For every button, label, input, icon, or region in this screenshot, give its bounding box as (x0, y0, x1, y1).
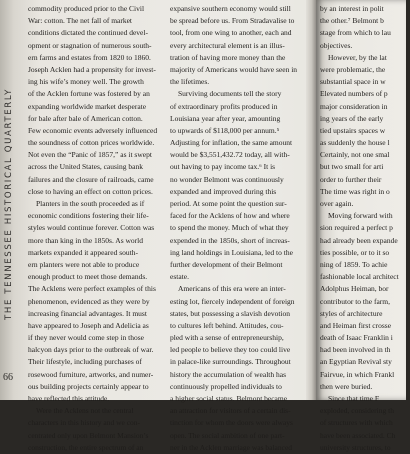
text-line: Joseph Acklen had a propensity for invest- (28, 64, 156, 74)
text-line: Louisiana year after year, amounting (170, 113, 281, 123)
text-line: However, by the lat (328, 52, 387, 62)
text-line: stage from which to lau (320, 28, 391, 38)
text-line: construction, the entire spectrum of an (28, 442, 144, 452)
text-line: period. At some point the question sur- (170, 199, 287, 208)
text-line: have been associated. Ch (320, 430, 396, 440)
text-line: exploded, considering th (320, 406, 394, 416)
text-line: characters in this history and we con- (28, 418, 141, 428)
text-line: of structures with which (320, 418, 393, 428)
text-line: ern farms and estates from 1820 to 1860. (28, 52, 151, 62)
text-line: War: cotton. The net fall of market (28, 16, 133, 26)
text-line: ous building projects certainly appear to (28, 381, 149, 391)
text-line: states, but possessing a slavish devotion (170, 308, 290, 318)
text-line: tinction for whom the doors were always (170, 418, 293, 428)
text-column-left (28, 3, 158, 454)
text-line: pled with a sense of entrepreneurship, (170, 333, 284, 343)
text-line: for bale after bale of American cotton. (28, 113, 143, 123)
text-line: every architectural element is an illus- (170, 40, 285, 50)
text-line: close to having an effect on cotton prices. (28, 186, 153, 196)
text-line: history the accumulation of wealth has (170, 369, 287, 379)
text-line: had been involved in th (320, 345, 391, 355)
text-line: ning of 1859. To achie (320, 259, 388, 269)
text-line: have reflected this attitude. (28, 394, 110, 403)
text-line: halcyon days prior to the outbreak of war. (28, 345, 154, 355)
text-line: commodity produced prior to the Civil (28, 4, 145, 13)
text-line: as suddenly the house l (320, 138, 390, 148)
text-line: conditions dictated the continued devel- (28, 28, 148, 38)
text-line: of extraordinary profits produced in (170, 101, 278, 111)
text-line: fashionable local architect (320, 272, 399, 282)
running-head-text: THE TENNESSEE HISTORICAL QUARTERLY (4, 88, 14, 320)
text-line: had already been expande (320, 235, 398, 245)
text-line: estate. (170, 272, 189, 282)
text-line: Their lifestyle, including purchases of (28, 357, 142, 367)
text-line: ing years of the early (320, 113, 384, 123)
text-line: phenomenon, evidenced as they were by (28, 296, 150, 306)
text-line: Adolphus Heiman, bor (320, 284, 389, 294)
text-line: sion required a perfect p (320, 223, 393, 233)
text-line: over again. (320, 199, 354, 208)
text-line: tration of having more money than the (170, 52, 286, 62)
text-line: have appeared to Joseph and Adelicia as (28, 320, 149, 330)
text-line: opment or stagnation of numerous south- (28, 40, 152, 50)
text-line: the other.⁷ Belmont b (320, 16, 384, 26)
text-line: led people to believe they too could live (170, 345, 291, 355)
text-column-right (320, 3, 410, 454)
text-line: rosewood furniture, artworks, and numer- (28, 369, 154, 379)
text-line: tool, from one wing to another, each and (170, 28, 292, 38)
text-line: ern planters were not able to produce (28, 259, 140, 269)
text-line: styles of architecture (320, 308, 383, 318)
text-line: if they never would come step in those (28, 333, 145, 343)
text-line: across the United States, causing bank (28, 162, 143, 172)
text-line: to cultures left behind. Attitudes, cou- (170, 320, 284, 330)
text-line: Americans of this era were an inter- (178, 284, 286, 294)
text-line: then were buried. (320, 381, 373, 391)
text-line: an attraction for visitors of a certain dis- (170, 406, 291, 416)
text-line: Planters in the south proceeded as if (36, 199, 145, 208)
text-line: Surviving documents tell the story (178, 89, 282, 99)
text-line: and Heiman first crosse (320, 320, 392, 330)
text-line: ing land holdings in Louisiana, led to the (170, 247, 293, 257)
text-line: the lifetimes. (170, 77, 210, 87)
text-line: Moving forward with (328, 211, 393, 221)
text-line: more than king in the 1850s. As world (28, 235, 143, 245)
text-line: expanded and improved during this (170, 186, 277, 196)
text-line: were problematic, the (320, 64, 386, 74)
text-line: a higher social status. Belmont became (170, 394, 288, 403)
text-line: expansive southern economy would still (170, 4, 291, 13)
text-line: major consideration in (320, 101, 388, 111)
text-line: Not even the “Panic of 1857,” as it swept (28, 150, 152, 160)
text-line: majority of Americans would have seen in (170, 64, 298, 74)
text-line: ner in the Acklen marriage was balanced (170, 442, 293, 452)
text-line: to upwards of $118,000 per annum.⁵ (170, 125, 280, 135)
text-line: no wonder Belmont was continuously (170, 174, 284, 184)
text-line: but two small for arti (320, 162, 384, 172)
text-line: expanding worldwide market desperate (28, 101, 147, 111)
text-line: would be $3,551,432.72 today, all with- (170, 150, 290, 160)
text-line: objectives. (320, 40, 353, 50)
text-line: The Acklens were perfect examples of this (28, 284, 156, 294)
text-line: open. The social ambition of one part- (170, 430, 285, 440)
text-line: increasing financial advantages. It must (28, 308, 147, 318)
text-line: economic conditions fostering their life- (28, 211, 149, 221)
text-line: Adjusting for inflation, the same amount (170, 138, 293, 148)
text-line: Certainly, not one smal (320, 150, 390, 160)
text-line: order to further their (320, 174, 382, 184)
text-line: centrated only upon Belmont Mansion’s (28, 430, 149, 440)
text-line: out having to pay income tax.⁶ It is (170, 162, 276, 172)
text-line: continuously propelled individuals to (170, 381, 282, 391)
running-head (2, 0, 18, 400)
text-line: Few economic events adversely influenced (28, 125, 158, 135)
text-line: faced for the Acklens of how and where (170, 211, 290, 221)
text-line: esting lot, fiercely independent of foreign (170, 296, 295, 306)
text-line: failures and the closure of railroads, came (28, 174, 154, 184)
text-line: tied upstairs spaces w (320, 125, 386, 135)
text-column-middle (170, 3, 305, 454)
page-number: 66 (3, 372, 13, 383)
text-line: Elevated numbers of p (320, 89, 388, 99)
text-line: ties possible, or to it so (320, 247, 390, 257)
text-line: The time was right in o (320, 186, 390, 196)
facing-page (316, 0, 406, 452)
text-line: ing his wife’s money well. The growth (28, 77, 144, 87)
text-line: markets expanded it appeared south- (28, 247, 138, 257)
text-line: the soundness of cotton prices worldwide. (28, 138, 155, 148)
text-line: of the Acklen fortune was fostered by an (28, 89, 150, 99)
text-line: in palace-like surroundings. Throughout (170, 357, 291, 367)
text-line: death of Isaac Franklin i (320, 333, 393, 343)
text-line: expended in the 1850s, short of increas- (170, 235, 290, 245)
text-line: an Egyptian Revival sty (320, 357, 392, 367)
text-line: university structures, to (320, 442, 391, 452)
text-line: be spread before us. From Stradavalise to (170, 16, 295, 26)
text-line: substantial space in w (320, 77, 386, 87)
text-line: by an interest in polit (320, 4, 384, 13)
text-line: styles would continue forever. Cotton was (28, 223, 155, 233)
text-line: Fairvue, in which Frankl (320, 369, 395, 379)
text-line: enough product to meet those demands. (28, 272, 148, 282)
text-line: Since that time F (328, 394, 380, 403)
text-line: further development of their Belmont (170, 259, 283, 269)
text-line: contributor to the farm, (320, 296, 390, 306)
text-line: to spend the money. Much of what they (170, 223, 289, 233)
text-line: Were the Acklens not the central (36, 406, 134, 416)
